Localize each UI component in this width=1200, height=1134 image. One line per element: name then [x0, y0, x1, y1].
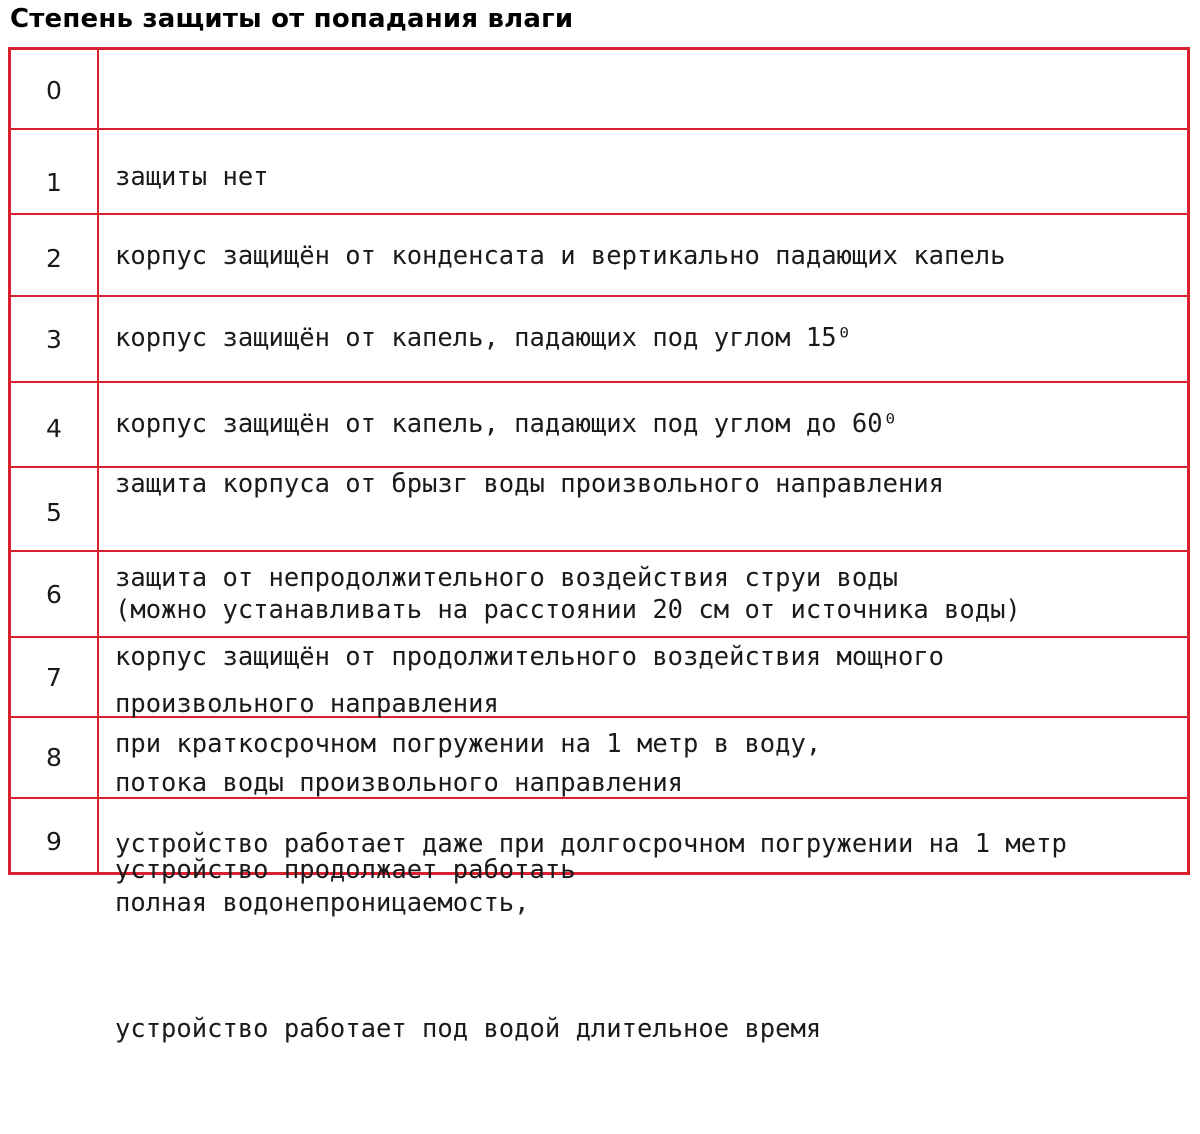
description-line: при краткосрочном погружении на 1 метр в воду, — [115, 729, 822, 759]
level-number: 9 — [46, 827, 62, 856]
level-number: 4 — [46, 414, 62, 443]
description-line: (можно устанавливать на расстоянии 20 см от источника воды) — [115, 595, 1021, 625]
description-line: корпус защищён от капель, падающих под углом до 60⁰ — [115, 409, 898, 439]
level-number: 8 — [46, 743, 62, 772]
description-line: корпус защищён от продолжительного воздействия мощного — [115, 642, 945, 672]
description-line: защита от непродолжительного воздействия струи воды — [115, 563, 898, 593]
level-description — [115, 798, 1181, 1134]
level-number: 0 — [46, 76, 62, 105]
description-line: защита корпуса от брызг воды произвольного направления — [115, 469, 945, 499]
description-line: потока воды произвольного направления — [115, 768, 684, 798]
description-line: устройство продолжает работать — [115, 855, 576, 885]
level-number: 2 — [46, 244, 62, 273]
description-line: корпус защищён от капель, падающих под углом 15⁰ — [115, 323, 852, 353]
description-line: корпус защищён от конденсата и вертикально падающих капель — [115, 241, 1006, 271]
level-number: 7 — [46, 663, 62, 692]
protection-table — [8, 47, 1190, 1044]
description-line: устройство работает под водой длительное время — [115, 1014, 822, 1044]
level-number: 3 — [46, 325, 62, 354]
description-line: произвольного направления — [115, 689, 499, 719]
description-line: устройство работает даже при долгосрочном погружении на 1 метр — [115, 829, 1067, 859]
level-number: 1 — [46, 168, 62, 197]
level-number: 6 — [46, 580, 62, 609]
page-title: Степень защиты от попадания влаги — [10, 4, 574, 34]
description-line: полная водонепроницаемость, — [115, 888, 530, 918]
description-line: защиты нет — [115, 162, 269, 192]
level-number: 5 — [46, 498, 62, 527]
column-divider — [97, 50, 99, 872]
